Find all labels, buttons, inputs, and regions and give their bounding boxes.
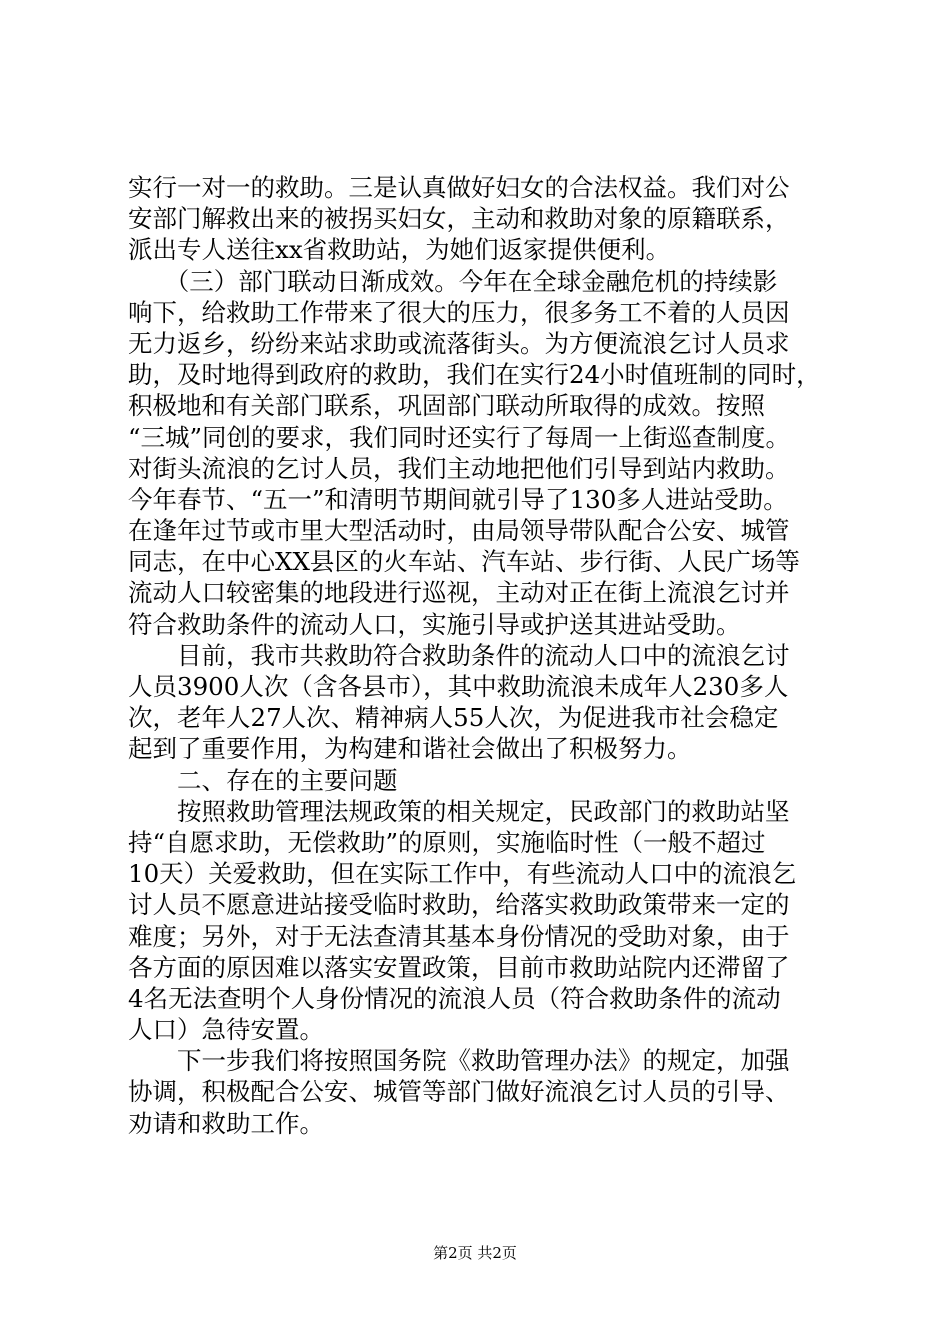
text-line: 持“自愿求助，无偿救助”的原则，实施临时性（一般不超过 xyxy=(128,827,766,857)
text-line: 次，老年人27人次、精神病人55人次，为促进我市社会稳定 xyxy=(128,703,779,733)
text-line: 同志，在中心XX县区的火车站、汽车站、步行街、人民广场等 xyxy=(128,547,800,577)
text-line: （三）部门联动日渐成效。今年在全球金融危机的持续影 xyxy=(128,266,778,296)
text-line: 起到了重要作用，为构建和谐社会做出了积极努力。 xyxy=(128,734,692,764)
text-line: 助，及时地得到政府的救助，我们在实行24小时值班制的同时， xyxy=(128,360,821,390)
text-line: 10天）关爱救助，但在实际工作中，有些流动人口中的流浪乞 xyxy=(128,859,797,889)
text-line: 今年春节、“五一”和清明节期间就引导了130多人进站受助。 xyxy=(128,484,788,514)
text-line: “三城”同创的要求，我们同时还实行了每周一上街巡查制度。 xyxy=(128,422,791,452)
text-line: 下一步我们将按照国务院《救助管理办法》的规定，加强 xyxy=(128,1046,790,1076)
text-line: 流动人口较密集的地段进行巡视，主动对正在街上流浪乞讨并 xyxy=(128,578,790,608)
text-line: 难度；另外，对于无法查清其基本身份情况的受助对象，由于 xyxy=(128,921,790,951)
text-line: 派出专人送往xx省救助站，为她们返家提供便利。 xyxy=(128,235,671,265)
text-line: 各方面的原因难以落实安置政策，目前市救助站院内还滞留了 xyxy=(128,952,790,982)
text-line: 无力返乡，纷纷来站求助或流落街头。为方便流浪乞讨人员求 xyxy=(128,328,790,358)
text-line: 协调，积极配合公安、城管等部门做好流浪乞讨人员的引导、 xyxy=(128,1077,790,1107)
text-line: 讨人员不愿意进站接受临时救助，给落实救助政策带来一定的 xyxy=(128,890,790,920)
text-line: 人员3900人次（含各县市），其中救助流浪未成年人230多人 xyxy=(128,672,789,701)
text-line: 实行一对一的救助。三是认真做好妇女的合法权益。我们对公 xyxy=(128,173,790,202)
text-line: 对街头流浪的乞讨人员，我们主动地把他们引导到站内救助。 xyxy=(128,453,790,483)
document-body xyxy=(128,172,828,1139)
section-heading: 二、存在的主要问题 xyxy=(128,765,398,795)
text-line: 积极地和有关部门联系，巩固部门联动所取得的成效。按照 xyxy=(128,391,765,421)
text-line: 目前，我市共救助符合救助条件的流动人口中的流浪乞讨 xyxy=(128,640,790,670)
text-line: 安部门解救出来的被拐买妇女，主动和救助对象的原籍联系， xyxy=(128,204,790,234)
text-line: 符合救助条件的流动人口，实施引导或护送其进站受助。 xyxy=(128,609,741,639)
text-line: 4名无法查明个人身份情况的流浪人员（符合救助条件的流动 xyxy=(128,983,781,1013)
text-line: 按照救助管理法规政策的相关规定，民政部门的救助站坚 xyxy=(128,796,790,826)
text-line: 在逢年过节或市里大型活动时，由局领导带队配合公安、城管 xyxy=(128,516,790,546)
text-line: 响下，给救助工作带来了很大的压力，很多务工不着的人员因 xyxy=(128,297,790,327)
text-line: 劝请和救助工作。 xyxy=(128,1108,324,1138)
page-number-footer: 第2页 共2页 xyxy=(433,1244,517,1262)
text-line: 人口）急待安置。 xyxy=(128,1015,324,1045)
